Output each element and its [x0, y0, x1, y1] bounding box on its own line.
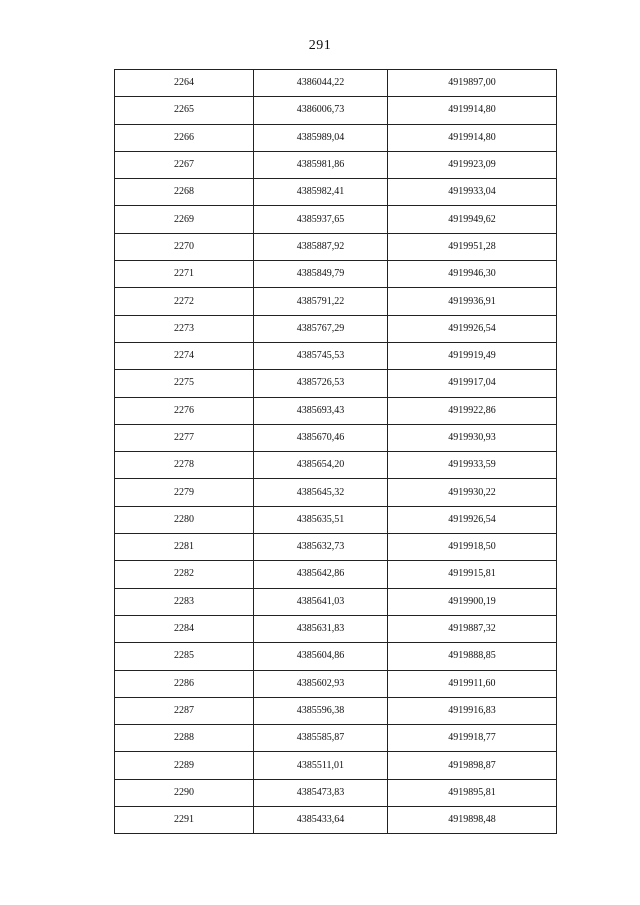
- point-number-cell: 2289: [115, 752, 254, 779]
- table-row: [115, 534, 557, 561]
- y-coordinate-cell: 4919933,59: [388, 452, 557, 479]
- point-number-cell: 2290: [115, 779, 254, 806]
- y-coordinate-cell: 4919949,62: [388, 206, 557, 233]
- point-number-cell: 2269: [115, 206, 254, 233]
- table-row: [115, 779, 557, 806]
- x-coordinate-cell: 4385726,53: [254, 370, 388, 397]
- table-row: [115, 97, 557, 124]
- point-number-cell: 2265: [115, 97, 254, 124]
- point-number-cell: 2281: [115, 534, 254, 561]
- x-coordinate-cell: 4385585,87: [254, 725, 388, 752]
- x-coordinate-cell: 4385670,46: [254, 424, 388, 451]
- page-number: 291: [308, 38, 332, 53]
- y-coordinate-cell: 4919887,32: [388, 615, 557, 642]
- point-number-cell: 2273: [115, 315, 254, 342]
- y-coordinate-cell: 4919900,19: [388, 588, 557, 615]
- x-coordinate-cell: 4385596,38: [254, 697, 388, 724]
- y-coordinate-cell: 4919915,81: [388, 561, 557, 588]
- y-coordinate-cell: 4919930,93: [388, 424, 557, 451]
- point-number-cell: 2267: [115, 151, 254, 178]
- point-number-cell: 2285: [115, 643, 254, 670]
- x-coordinate-cell: 4385635,51: [254, 506, 388, 533]
- table-row: [115, 506, 557, 533]
- table-row: [115, 261, 557, 288]
- point-number-cell: 2266: [115, 124, 254, 151]
- y-coordinate-cell: 4919916,83: [388, 697, 557, 724]
- x-coordinate-cell: 4385989,04: [254, 124, 388, 151]
- y-coordinate-cell: 4919897,00: [388, 70, 557, 97]
- x-coordinate-cell: 4385632,73: [254, 534, 388, 561]
- coordinates-table-body: [115, 70, 557, 834]
- table-row: [115, 670, 557, 697]
- x-coordinate-cell: 4385602,93: [254, 670, 388, 697]
- y-coordinate-cell: 4919898,87: [388, 752, 557, 779]
- y-coordinate-cell: 4919917,04: [388, 370, 557, 397]
- x-coordinate-cell: 4385511,01: [254, 752, 388, 779]
- x-coordinate-cell: 4385645,32: [254, 479, 388, 506]
- x-coordinate-cell: 4385654,20: [254, 452, 388, 479]
- y-coordinate-cell: 4919911,60: [388, 670, 557, 697]
- x-coordinate-cell: 4385937,65: [254, 206, 388, 233]
- y-coordinate-cell: 4919923,09: [388, 151, 557, 178]
- table-row: [115, 206, 557, 233]
- y-coordinate-cell: 4919922,86: [388, 397, 557, 424]
- table-row: [115, 752, 557, 779]
- y-coordinate-cell: 4919926,54: [388, 315, 557, 342]
- x-coordinate-cell: 4386006,73: [254, 97, 388, 124]
- y-coordinate-cell: 4919914,80: [388, 97, 557, 124]
- table-row: [115, 151, 557, 178]
- x-coordinate-cell: 4385791,22: [254, 288, 388, 315]
- x-coordinate-cell: 4385887,92: [254, 233, 388, 260]
- point-number-cell: 2268: [115, 179, 254, 206]
- x-coordinate-cell: 4385433,64: [254, 807, 388, 834]
- point-number-cell: 2275: [115, 370, 254, 397]
- y-coordinate-cell: 4919918,50: [388, 534, 557, 561]
- table-row: [115, 124, 557, 151]
- point-number-cell: 2277: [115, 424, 254, 451]
- table-row: [115, 588, 557, 615]
- x-coordinate-cell: 4385745,53: [254, 342, 388, 369]
- y-coordinate-cell: 4919888,85: [388, 643, 557, 670]
- y-coordinate-cell: 4919895,81: [388, 779, 557, 806]
- y-coordinate-cell: 4919951,28: [388, 233, 557, 260]
- table-row: [115, 807, 557, 834]
- x-coordinate-cell: 4385631,83: [254, 615, 388, 642]
- x-coordinate-cell: 4385767,29: [254, 315, 388, 342]
- table-row: [115, 643, 557, 670]
- point-number-cell: 2274: [115, 342, 254, 369]
- table-row: [115, 233, 557, 260]
- table-row: [115, 424, 557, 451]
- point-number-cell: 2288: [115, 725, 254, 752]
- x-coordinate-cell: 4385604,86: [254, 643, 388, 670]
- y-coordinate-cell: 4919930,22: [388, 479, 557, 506]
- point-number-cell: 2282: [115, 561, 254, 588]
- coordinates-table: [114, 69, 557, 834]
- x-coordinate-cell: 4385693,43: [254, 397, 388, 424]
- x-coordinate-cell: 4385982,41: [254, 179, 388, 206]
- point-number-cell: 2284: [115, 615, 254, 642]
- point-number-cell: 2272: [115, 288, 254, 315]
- y-coordinate-cell: 4919918,77: [388, 725, 557, 752]
- point-number-cell: 2276: [115, 397, 254, 424]
- table-row: [115, 615, 557, 642]
- table-row: [115, 452, 557, 479]
- x-coordinate-cell: 4385641,03: [254, 588, 388, 615]
- table-row: [115, 697, 557, 724]
- point-number-cell: 2279: [115, 479, 254, 506]
- point-number-cell: 2271: [115, 261, 254, 288]
- table-row: [115, 479, 557, 506]
- x-coordinate-cell: 4385473,83: [254, 779, 388, 806]
- table-row: [115, 288, 557, 315]
- x-coordinate-cell: 4385642,86: [254, 561, 388, 588]
- y-coordinate-cell: 4919926,54: [388, 506, 557, 533]
- point-number-cell: 2270: [115, 233, 254, 260]
- point-number-cell: 2283: [115, 588, 254, 615]
- y-coordinate-cell: 4919933,04: [388, 179, 557, 206]
- y-coordinate-cell: 4919936,91: [388, 288, 557, 315]
- point-number-cell: 2291: [115, 807, 254, 834]
- point-number-cell: 2286: [115, 670, 254, 697]
- y-coordinate-cell: 4919898,48: [388, 807, 557, 834]
- point-number-cell: 2278: [115, 452, 254, 479]
- point-number-cell: 2287: [115, 697, 254, 724]
- point-number-cell: 2264: [115, 70, 254, 97]
- table-row: [115, 315, 557, 342]
- table-row: [115, 725, 557, 752]
- table-row: [115, 561, 557, 588]
- table-row: [115, 342, 557, 369]
- table-row: [115, 370, 557, 397]
- point-number-cell: 2280: [115, 506, 254, 533]
- y-coordinate-cell: 4919946,30: [388, 261, 557, 288]
- x-coordinate-cell: 4385981,86: [254, 151, 388, 178]
- x-coordinate-cell: 4385849,79: [254, 261, 388, 288]
- x-coordinate-cell: 4386044,22: [254, 70, 388, 97]
- table-row: [115, 397, 557, 424]
- y-coordinate-cell: 4919914,80: [388, 124, 557, 151]
- y-coordinate-cell: 4919919,49: [388, 342, 557, 369]
- table-row: [115, 179, 557, 206]
- table-row: [115, 70, 557, 97]
